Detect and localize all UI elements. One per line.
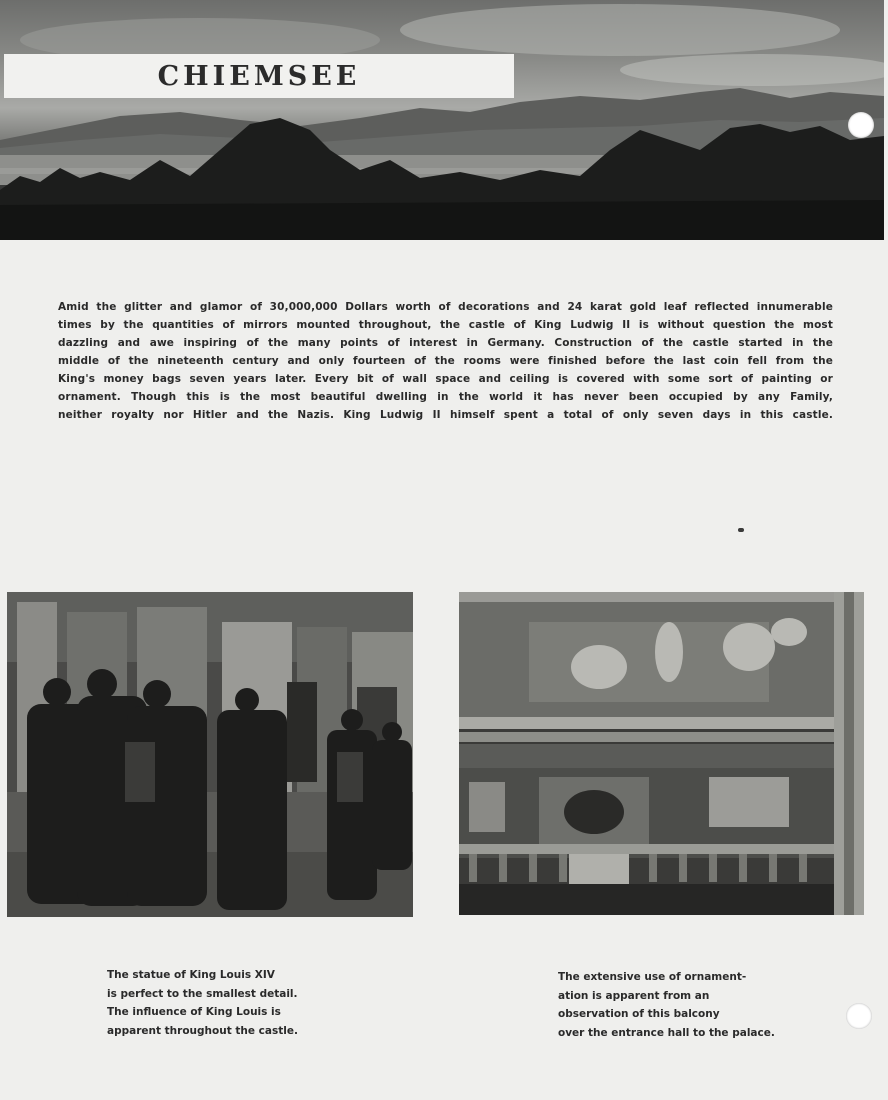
binder-hole-top	[848, 112, 874, 138]
intro-line: neither royalty nor Hitler and the Nazis. King Ludwig II himself spent a total of only seven days in this castle.	[58, 409, 833, 421]
intro-line: dazzling and awe inspiring of the many points of interest in Germany. Construction of the castle started in the	[58, 337, 833, 349]
page-title: CHIEMSEE	[157, 61, 361, 92]
balcony-ornament-photo	[459, 592, 864, 915]
caption-line: apparent throughout the castle.	[107, 1024, 298, 1037]
caption-left	[107, 966, 298, 1040]
caption-line: is perfect to the smallest detail.	[107, 987, 298, 1000]
lake-landscape-photo	[0, 0, 884, 240]
intro-line: King's money bags seven years later. Every bit of wall space and ceiling is covered with some sort of painting or	[58, 373, 833, 385]
intro-line: times by the quantities of mirrors mounted throughout, the castle of King Ludwig II is without question the most	[58, 319, 833, 331]
caption-right	[558, 968, 775, 1042]
caption-line: The extensive use of ornament-	[558, 971, 747, 983]
intro-line: middle of the nineteenth century and only fourteen of the rooms were finished before the last coin fell from the	[58, 355, 833, 367]
hall-group-photo	[7, 592, 413, 917]
paper-speck	[738, 528, 744, 532]
intro-paragraph	[58, 298, 833, 424]
caption-line: over the entrance hall to the palace.	[558, 1026, 775, 1039]
balcony-ornament-drawing	[459, 592, 864, 915]
intro-line: ornament. Though this is the most beautiful dwelling in the world it has never been occupied by any Family,	[58, 391, 833, 403]
caption-line: observation of this balcony	[558, 1008, 720, 1020]
binder-hole-bottom	[846, 1003, 872, 1029]
landscape-drawing	[0, 0, 884, 240]
caption-line: The influence of King Louis is	[107, 1006, 281, 1018]
title-banner	[4, 54, 514, 98]
intro-line: Amid the glitter and glamor of 30,000,000 Dollars worth of decorations and 24 karat gold leaf reflected innumerable	[58, 301, 833, 313]
caption-line: The statue of King Louis XIV	[107, 969, 275, 981]
hall-group-drawing	[7, 592, 413, 917]
caption-line: ation is apparent from an	[558, 989, 710, 1002]
